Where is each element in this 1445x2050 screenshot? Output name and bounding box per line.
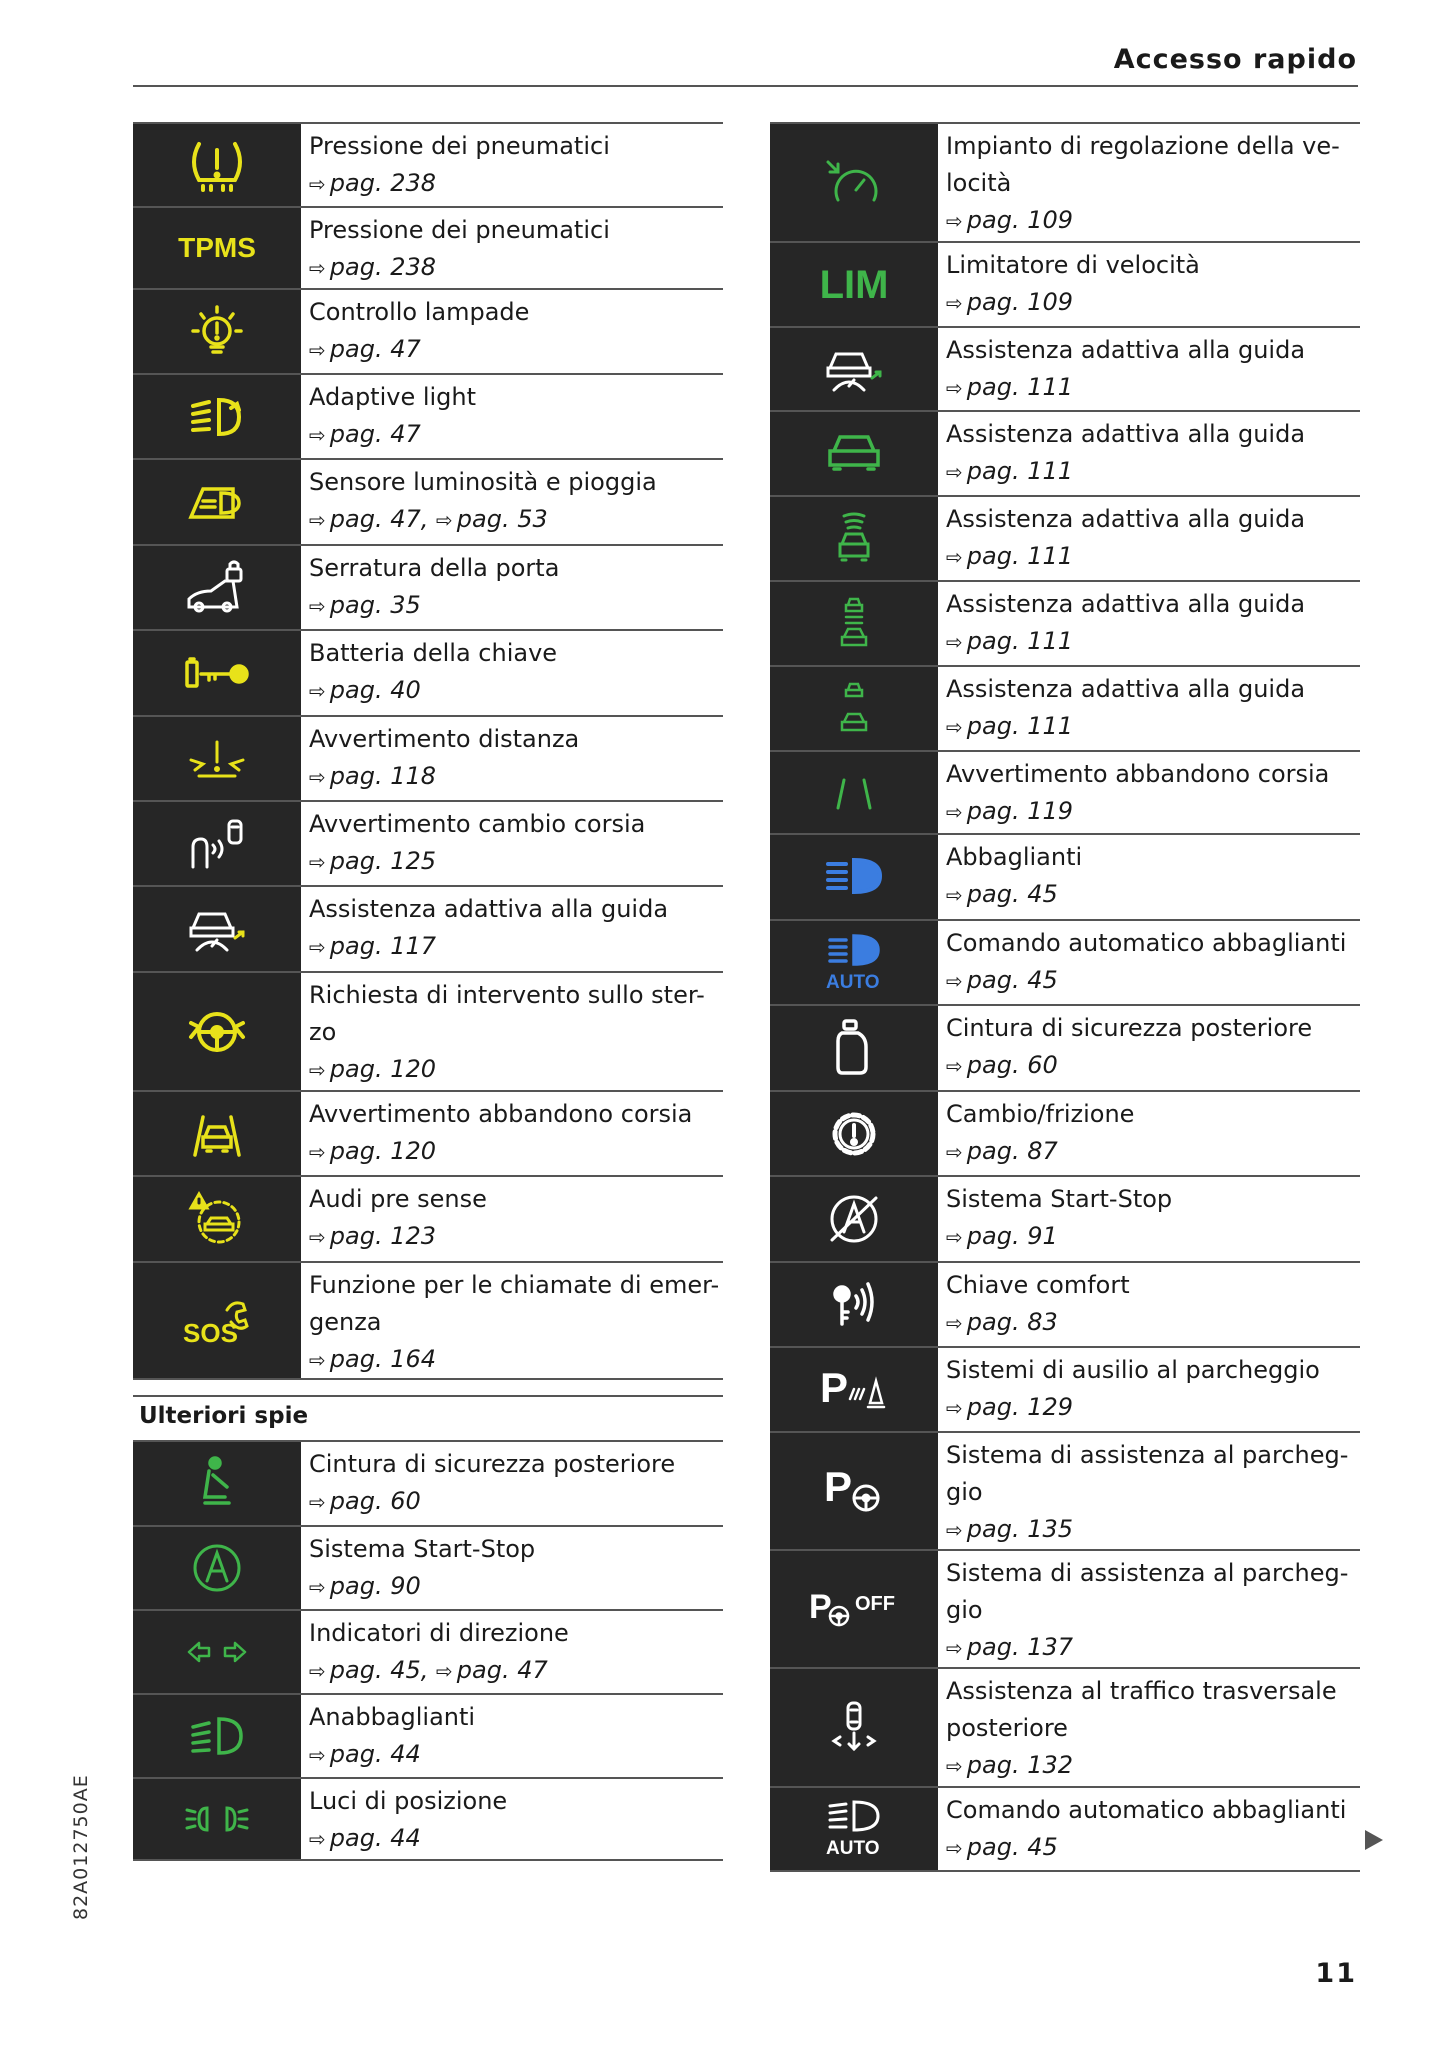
lane-change-icon xyxy=(133,802,301,885)
page-ref-link[interactable]: ⇨ pag. 47 xyxy=(309,420,421,448)
low-beam-auto-icon: AUTO xyxy=(770,1788,938,1870)
row-title: Funzione per le chiamate di emer- xyxy=(309,1271,720,1299)
table-row xyxy=(133,971,723,1090)
page-ref-link[interactable]: ⇨ pag. 137 xyxy=(946,1633,1074,1661)
start-stop-icon xyxy=(133,1527,301,1609)
row-title-continued: locità xyxy=(946,169,1012,197)
page-ref-link[interactable]: ⇨ pag. 35 xyxy=(309,591,421,619)
table-row xyxy=(133,800,723,885)
row-text xyxy=(938,1669,1360,1786)
table-row xyxy=(770,495,1360,580)
pre-sense-icon xyxy=(133,1177,301,1261)
table-row xyxy=(770,750,1360,833)
table-row xyxy=(133,1525,723,1609)
table-row xyxy=(770,1175,1360,1261)
comfort-key-icon xyxy=(770,1263,938,1346)
row-text xyxy=(938,1263,1360,1346)
rear-cross-traffic-icon xyxy=(770,1669,938,1786)
row-title: Assistenza adattiva alla guida xyxy=(946,336,1306,364)
table-row xyxy=(133,1777,723,1861)
table-row xyxy=(770,1346,1360,1431)
row-text xyxy=(301,802,723,885)
cars-distance-icon xyxy=(770,582,938,665)
row-title: Avvertimento cambio corsia xyxy=(309,810,646,838)
table-row xyxy=(133,288,723,373)
low-beam-icon xyxy=(133,1695,301,1777)
park-assist-icon: P xyxy=(770,1433,938,1549)
steering-hands-icon xyxy=(133,973,301,1090)
row-title: Cambio/frizione xyxy=(946,1100,1135,1128)
page-ref-link[interactable]: ⇨ pag. 91 xyxy=(946,1222,1058,1250)
row-text xyxy=(938,243,1360,326)
page-ref-link[interactable]: ⇨ pag. 45, ⇨ pag. 47 xyxy=(309,1656,548,1684)
position-lights-icon xyxy=(133,1779,301,1859)
page-ref-link[interactable]: ⇨ pag. 40 xyxy=(309,676,421,704)
cars-distance-far-icon xyxy=(770,667,938,750)
table-row xyxy=(133,544,723,629)
row-text xyxy=(301,290,723,373)
page-header-title: Accesso rapido xyxy=(1113,44,1357,75)
row-text xyxy=(938,1551,1360,1667)
table-row xyxy=(770,122,1360,241)
header-rule xyxy=(133,85,1358,87)
row-text xyxy=(938,1092,1360,1175)
page-ref-link[interactable]: ⇨ pag. 120 xyxy=(309,1055,437,1083)
lane-departure-icon xyxy=(133,1092,301,1175)
row-title-continued: genza xyxy=(309,1308,382,1336)
page-ref-link[interactable]: ⇨ pag. 111 xyxy=(946,457,1074,485)
row-title: Cintura di sicurezza posteriore xyxy=(946,1014,1313,1042)
page-ref-link[interactable]: ⇨ pag. 118 xyxy=(309,762,437,790)
page-ref-link[interactable]: ⇨ pag. 47, ⇨ pag. 53 xyxy=(309,505,548,533)
page-ref-link[interactable]: ⇨ pag. 111 xyxy=(946,373,1074,401)
row-title: Assistenza adattiva alla guida xyxy=(946,590,1306,618)
page-ref-link[interactable]: ⇨ pag. 109 xyxy=(946,288,1074,316)
table-row xyxy=(770,1549,1360,1667)
adaptive-drive-icon xyxy=(770,328,938,410)
table-row xyxy=(770,580,1360,665)
page-number: 11 xyxy=(1315,1958,1357,1989)
section-heading: Ulteriori spie xyxy=(133,1395,723,1440)
row-title-continued: zo xyxy=(309,1018,337,1046)
lim-icon: LIM xyxy=(770,243,938,326)
row-title: Sistema di assistenza al parcheg- xyxy=(946,1441,1349,1469)
row-title: Controllo lampade xyxy=(309,298,530,326)
row-text xyxy=(301,1527,723,1609)
row-title: Luci di posizione xyxy=(309,1787,508,1815)
row-text xyxy=(301,124,723,206)
row-title: Avvertimento abbandono corsia xyxy=(309,1100,693,1128)
row-title: Batteria della chiave xyxy=(309,639,558,667)
car-front-icon xyxy=(770,412,938,495)
row-text xyxy=(938,835,1360,919)
high-beam-auto-icon: AUTO xyxy=(770,921,938,1004)
row-title: Sistema di assistenza al parcheg- xyxy=(946,1559,1349,1587)
page-ref-link[interactable]: ⇨ pag. 135 xyxy=(946,1515,1074,1543)
row-title-continued: gio xyxy=(946,1596,983,1624)
page-ref-link[interactable]: ⇨ pag. 238 xyxy=(309,169,437,197)
row-title: Pressione dei pneumatici xyxy=(309,216,610,244)
page-ref-link[interactable]: ⇨ pag. 44 xyxy=(309,1740,421,1768)
table-row xyxy=(770,833,1360,919)
row-text xyxy=(938,582,1360,665)
row-text xyxy=(301,1263,723,1378)
table-row xyxy=(133,1440,723,1525)
page-ref-link[interactable]: ⇨ pag. 164 xyxy=(309,1345,437,1373)
table-row xyxy=(770,326,1360,410)
sos-icon: SOS xyxy=(133,1263,301,1378)
row-text xyxy=(301,631,723,715)
parking-aid-icon: P xyxy=(770,1348,938,1431)
page-ref-link[interactable]: ⇨ pag. 123 xyxy=(309,1222,437,1250)
page-ref-link[interactable]: ⇨ pag. 45 xyxy=(946,880,1058,908)
row-text xyxy=(938,1788,1360,1870)
row-title: Audi pre sense xyxy=(309,1185,487,1213)
light-rain-sensor-icon xyxy=(133,460,301,544)
page-ref-link[interactable]: ⇨ pag. 83 xyxy=(946,1308,1058,1336)
page-ref-link[interactable]: ⇨ pag. 60 xyxy=(946,1051,1058,1079)
page-ref-link[interactable]: ⇨ pag. 238 xyxy=(309,253,437,281)
turn-signal-icon xyxy=(133,1611,301,1693)
page-ref-link[interactable]: ⇨ pag. 125 xyxy=(309,847,437,875)
row-text xyxy=(938,497,1360,580)
row-text xyxy=(301,973,723,1090)
table-row xyxy=(133,715,723,800)
row-title: Avvertimento abbandono corsia xyxy=(946,760,1330,788)
park-assist-off-icon: P OFF xyxy=(770,1551,938,1667)
row-text xyxy=(938,1006,1360,1090)
table-row xyxy=(133,1693,723,1777)
row-text xyxy=(301,1177,723,1261)
door-lock-icon xyxy=(133,546,301,629)
row-text xyxy=(938,124,1360,241)
row-text xyxy=(301,208,723,288)
tpms-icon: TPMS xyxy=(133,208,301,288)
row-text xyxy=(301,1092,723,1175)
table-row xyxy=(770,1667,1360,1786)
page-ref-link[interactable]: ⇨ pag. 111 xyxy=(946,712,1074,740)
car-radar-icon xyxy=(770,497,938,580)
table-row xyxy=(133,1261,723,1380)
table-row xyxy=(770,1261,1360,1346)
row-text xyxy=(938,752,1360,833)
table-row xyxy=(770,1431,1360,1549)
continue-arrow-icon[interactable] xyxy=(1365,1830,1383,1850)
table-row xyxy=(770,1786,1360,1872)
lane-lines-icon xyxy=(770,752,938,833)
table-row xyxy=(133,885,723,971)
table-row xyxy=(133,206,723,288)
page-ref-link[interactable]: ⇨ pag. 129 xyxy=(946,1393,1074,1421)
row-text xyxy=(938,1177,1360,1261)
page-ref-link[interactable]: ⇨ pag. 109 xyxy=(946,206,1074,234)
row-title: Sistema Start-Stop xyxy=(946,1185,1173,1213)
table-row xyxy=(133,373,723,458)
page-ref-link[interactable]: ⇨ pag. 111 xyxy=(946,627,1074,655)
page-ref-link[interactable]: ⇨ pag. 117 xyxy=(309,932,437,960)
row-text xyxy=(301,375,723,458)
table-row xyxy=(770,410,1360,495)
page-ref-link[interactable]: ⇨ pag. 60 xyxy=(309,1487,421,1515)
row-title: Serratura della porta xyxy=(309,554,560,582)
page-ref-link[interactable]: ⇨ pag. 87 xyxy=(946,1137,1058,1165)
row-title: Indicatori di direzione xyxy=(309,1619,569,1647)
page-ref-link[interactable]: ⇨ pag. 90 xyxy=(309,1572,421,1600)
row-title: Richiesta di intervento sullo ster- xyxy=(309,981,705,1009)
row-title: Adaptive light xyxy=(309,383,477,411)
page-ref-link[interactable]: ⇨ pag. 119 xyxy=(946,797,1074,825)
row-text xyxy=(301,1442,723,1525)
page-ref-link[interactable]: ⇨ pag. 111 xyxy=(946,542,1074,570)
row-title: Assistenza al traffico trasversale xyxy=(946,1677,1337,1705)
row-text xyxy=(301,460,723,544)
row-title: Limitatore di velocità xyxy=(946,251,1200,279)
row-text xyxy=(938,1348,1360,1431)
table-row xyxy=(133,1175,723,1261)
tire-pressure-icon xyxy=(133,124,301,206)
document-code: 82A012750AE xyxy=(70,1774,92,1920)
row-text xyxy=(938,667,1360,750)
row-text xyxy=(301,717,723,800)
bulb-warning-icon xyxy=(133,290,301,373)
table-row xyxy=(133,1609,723,1693)
page-ref-link[interactable]: ⇨ pag. 45 xyxy=(946,966,1058,994)
row-title: Comando automatico abbaglianti xyxy=(946,929,1347,957)
row-title: Sensore luminosità e pioggia xyxy=(309,468,657,496)
row-title: Assistenza adattiva alla guida xyxy=(946,505,1306,533)
row-title: Comando automatico abbaglianti xyxy=(946,1796,1347,1824)
table-row xyxy=(770,241,1360,326)
row-text xyxy=(301,1779,723,1859)
rear-seatbelt-icon xyxy=(770,1006,938,1090)
gearbox-icon xyxy=(770,1092,938,1175)
row-title: Assistenza adattiva alla guida xyxy=(946,675,1306,703)
table-row xyxy=(770,665,1360,750)
row-title: Anabbaglianti xyxy=(309,1703,476,1731)
row-text xyxy=(301,546,723,629)
table-row xyxy=(133,1090,723,1175)
table-row xyxy=(133,122,723,206)
seatbelt-icon xyxy=(133,1442,301,1525)
high-beam-icon xyxy=(770,835,938,919)
page-ref-link[interactable]: ⇨ pag. 44 xyxy=(309,1824,421,1852)
table-row xyxy=(770,1090,1360,1175)
row-title: Avvertimento distanza xyxy=(309,725,580,753)
row-title: Assistenza adattiva alla guida xyxy=(309,895,669,923)
page-ref-link[interactable]: ⇨ pag. 45 xyxy=(946,1833,1058,1861)
adaptive-drive-icon xyxy=(133,887,301,971)
row-title: Chiave comfort xyxy=(946,1271,1130,1299)
start-stop-off-icon xyxy=(770,1177,938,1261)
table-row xyxy=(133,458,723,544)
key-battery-icon xyxy=(133,631,301,715)
page-ref-link[interactable]: ⇨ pag. 47 xyxy=(309,335,421,363)
row-text xyxy=(938,1433,1360,1549)
row-text xyxy=(938,328,1360,410)
distance-warning-icon xyxy=(133,717,301,800)
row-title: Sistemi di ausilio al parcheggio xyxy=(946,1356,1320,1384)
table-row xyxy=(770,1004,1360,1090)
right-column xyxy=(770,122,1360,1872)
row-title: Abbaglianti xyxy=(946,843,1083,871)
row-title: Assistenza adattiva alla guida xyxy=(946,420,1306,448)
row-title: Pressione dei pneumatici xyxy=(309,132,610,160)
row-title: Impianto di regolazione della ve- xyxy=(946,132,1340,160)
row-text xyxy=(938,412,1360,495)
page-ref-link[interactable]: ⇨ pag. 132 xyxy=(946,1751,1074,1779)
row-text xyxy=(301,1611,723,1693)
row-title-continued: posteriore xyxy=(946,1714,1068,1742)
left-column xyxy=(133,122,723,1861)
table-row xyxy=(770,919,1360,1004)
row-text xyxy=(938,921,1360,1004)
adaptive-light-icon xyxy=(133,375,301,458)
table-row xyxy=(133,629,723,715)
page-ref-link[interactable]: ⇨ pag. 120 xyxy=(309,1137,437,1165)
row-title: Sistema Start-Stop xyxy=(309,1535,536,1563)
row-text xyxy=(301,1695,723,1777)
row-title: Cintura di sicurezza posteriore xyxy=(309,1450,676,1478)
row-text xyxy=(301,887,723,971)
cruise-control-icon xyxy=(770,124,938,241)
row-title-continued: gio xyxy=(946,1478,983,1506)
